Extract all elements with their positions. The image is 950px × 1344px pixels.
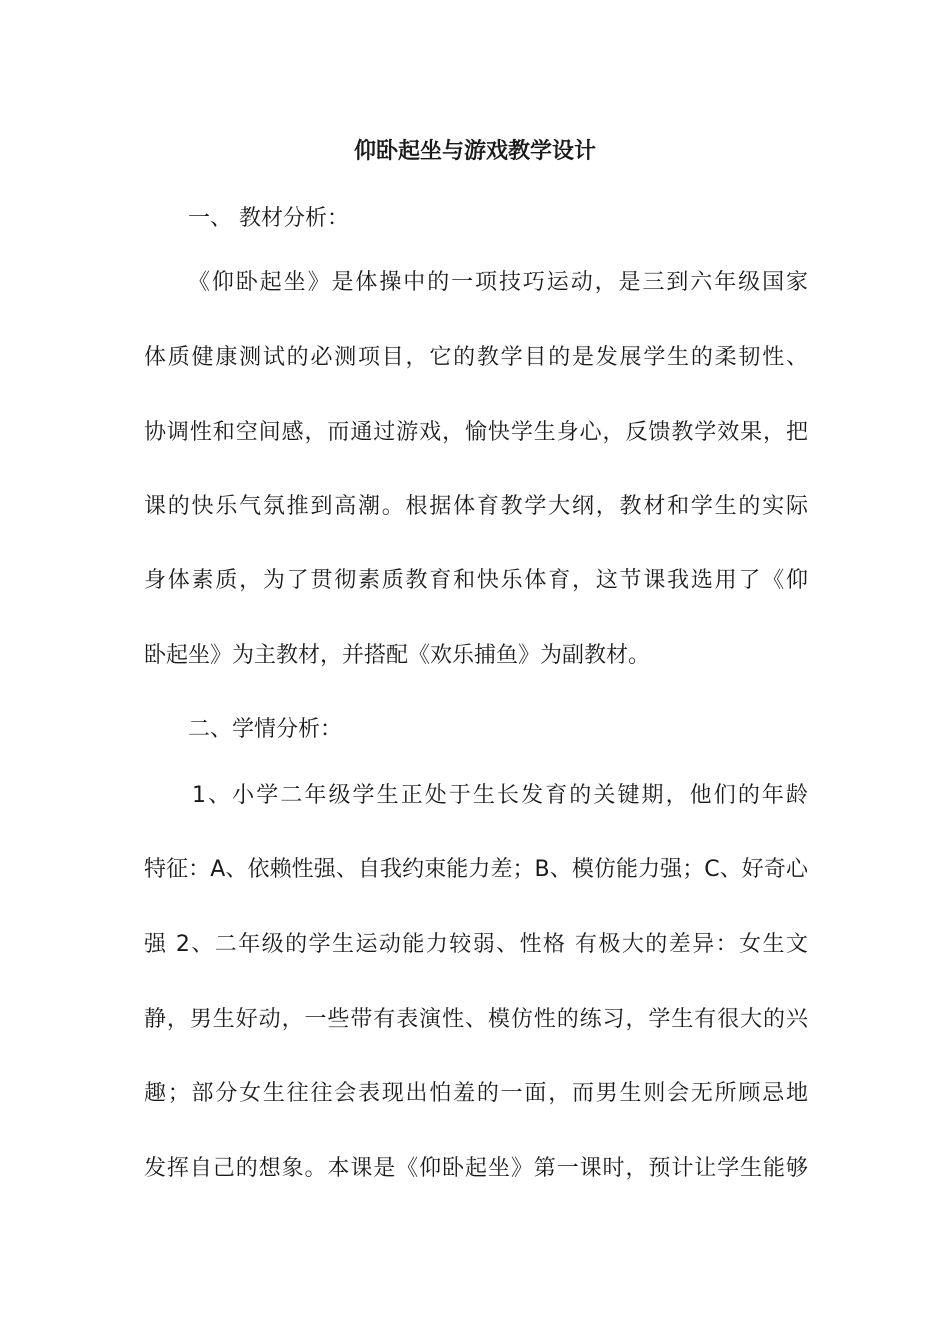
paragraph-line: 《仰卧起坐》是体操中的一项技巧运动，是三到六年级国家	[188, 270, 808, 295]
paragraph-line: 静，男生好动，一些带有表演性、模仿性的练习，学生有很大的兴	[144, 1007, 808, 1032]
paragraph-line: 强 2、二年级的学生运动能力较弱、性格 有极大的差异：女生文	[144, 932, 808, 957]
paragraph-line: 身体素质，为了贯彻素质教育和快乐体育，这节课我选用了《仰	[144, 568, 808, 593]
paragraph-line: 1、小学二年级学生正处于生长发育的关键期，他们的年龄	[192, 783, 808, 808]
paragraph-line: 特征：A、依赖性强、自我约束能力差；B、模仿能力强；C、好奇心	[144, 857, 808, 882]
section-heading-material-analysis: 一、 教材分析：	[188, 206, 349, 231]
paragraph-line: 趣；部分女生往往会表现出怕羞的一面，而男生则会无所顾忌地	[144, 1081, 808, 1106]
paragraph-line: 课的快乐气氛推到高潮。根据体育教学大纲，教材和学生的实际	[144, 494, 808, 519]
paragraph-line: 协调性和空间感，而通过游戏，愉快学生身心，反馈教学效果，把	[144, 420, 808, 445]
paragraph-line: 体质健康测试的必测项目，它的教学目的是发展学生的柔韧性、	[144, 345, 808, 370]
paragraph-line: 卧起坐》为主教材，并搭配《欢乐捕鱼》为副教材。	[144, 643, 651, 668]
document-title: 仰卧起坐与游戏教学设计	[353, 139, 596, 164]
paragraph-line: 发挥自己的想象。本课是《仰卧起坐》第一课时，预计让学生能够	[144, 1156, 808, 1181]
section-heading-student-analysis: 二、学情分析：	[188, 717, 343, 742]
